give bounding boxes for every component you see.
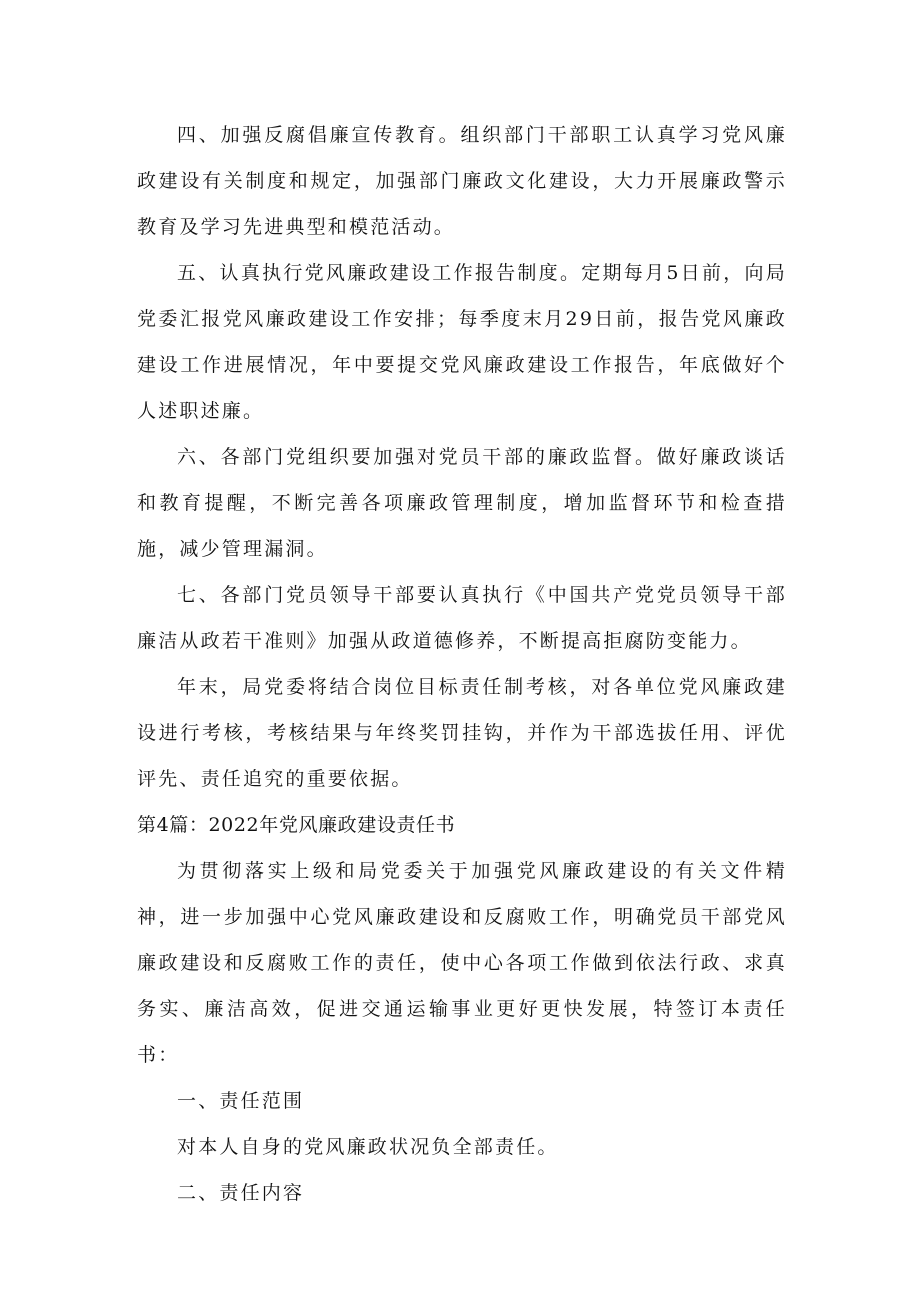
paragraph-item-5: 五、认真执行党风廉政建设工作报告制度。定期每月5日前，向局党委汇报党风廉政建设工作安排；每季度末月29日前，报告党风廉政建设工作进展情况，年中要提交党风廉政建设工作报告，年底做好个人述职述廉。 (137, 262, 787, 422)
subheading-scope: 一、责任范围 (177, 1090, 305, 1112)
paragraph-item-6: 六、各部门党组织要加强对党员干部的廉政监督。做好廉政谈话和教育提醒，不断完善各项廉政管理制度，增加监督环节和检查措施，减少管理漏洞。 (137, 446, 787, 560)
subheading-content: 二、责任内容 (177, 1182, 305, 1204)
paragraph-year-end: 年末，局党委将结合岗位目标责任制考核，对各单位党风廉政建设进行考核，考核结果与年终奖罚挂钩，并作为干部选拔任用、评优评先、责任追究的重要依据。 (137, 676, 787, 790)
paragraph-intro: 为贯彻落实上级和局党委关于加强党风廉政建设的有关文件精神，进一步加强中心党风廉政建设和反腐败工作，明确党员干部党风廉政建设和反腐败工作的责任，使中心各项工作做到依法行政、求真务实、廉洁高效，促进交通运输事业更好更快发展，特签订本责任书： (137, 860, 787, 1066)
section-heading: 第4篇：2022年党风廉政建设责任书 (137, 814, 456, 836)
paragraph-item-7: 七、各部门党员领导干部要认真执行《中国共产党党员领导干部廉洁从政若干准则》加强从政道德修养，不断提高拒腐防变能力。 (137, 584, 787, 652)
paragraph-item-4: 四、加强反腐倡廉宣传教育。组织部门干部职工认真学习党风廉政建设有关制度和规定，加强部门廉政文化建设，大力开展廉政警示教育及学习先进典型和模范活动。 (137, 124, 787, 238)
paragraph-scope: 对本人自身的党风廉政状况负全部责任。 (177, 1136, 559, 1158)
document-body (137, 112, 787, 1216)
